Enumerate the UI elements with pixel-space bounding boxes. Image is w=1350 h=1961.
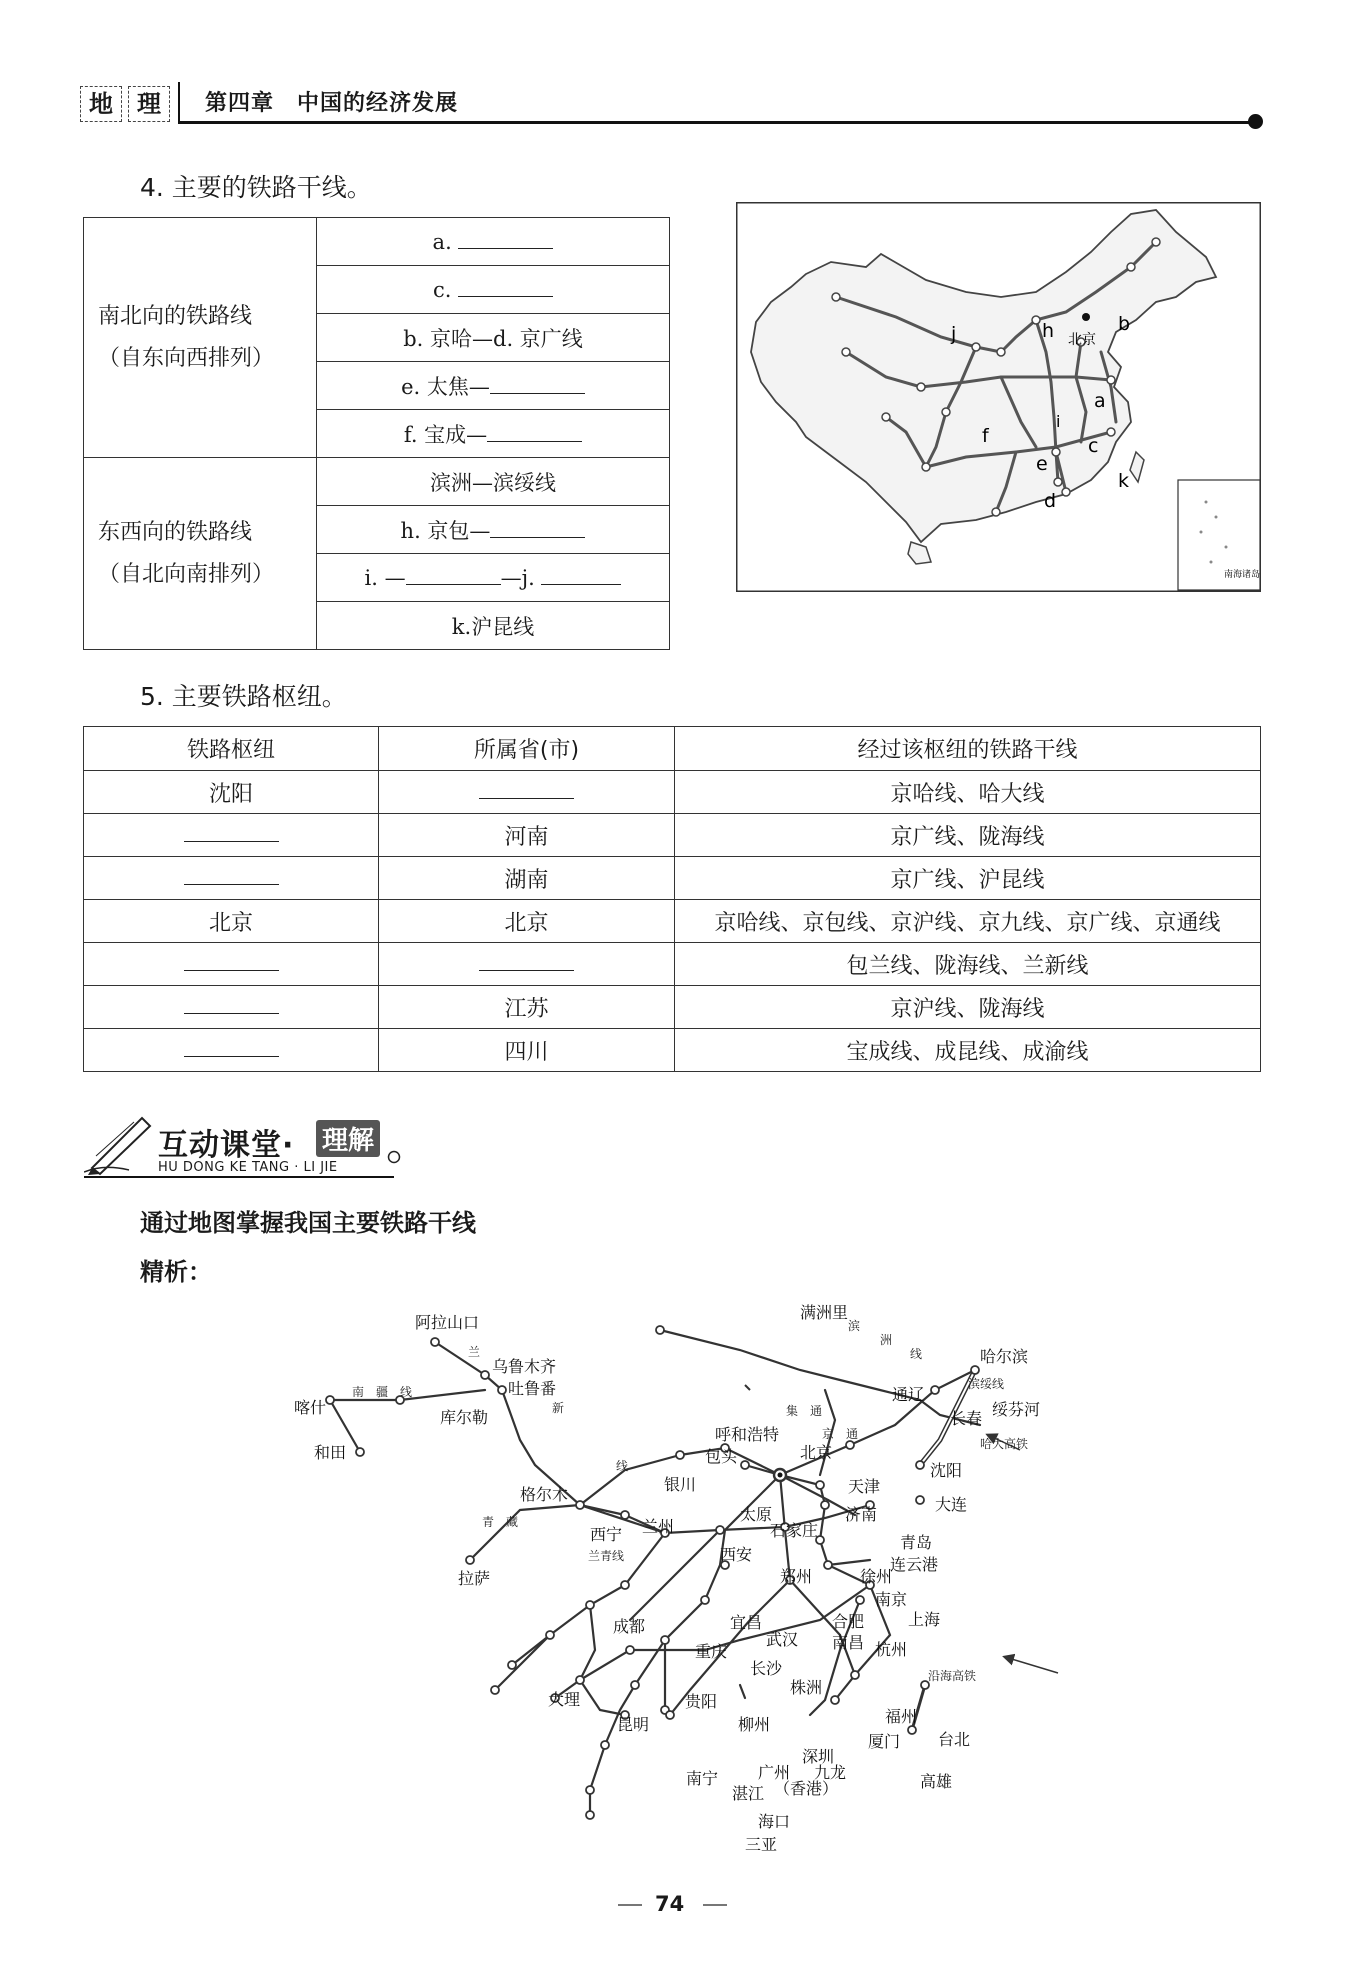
map1-label-f: f: [982, 425, 989, 447]
city-zhanjiang: 湛江: [732, 1784, 765, 1803]
ns-label-2: （自东向西排列）: [98, 345, 275, 371]
label-jitong: 集 通: [786, 1404, 823, 1418]
pen-writing-icon: [84, 1108, 154, 1176]
label-lan: 兰: [468, 1345, 481, 1359]
map1-label-i: i: [1056, 412, 1061, 431]
city-nanchang: 南昌: [832, 1633, 865, 1652]
label-zhou: 洲: [880, 1333, 893, 1347]
ew-label-cell: [84, 458, 317, 650]
city-suifenhe: 绥芬河: [992, 1400, 1041, 1419]
city-guangzhou: 广州: [758, 1763, 791, 1782]
row-ij: i. — —j.: [317, 554, 670, 602]
city-urumqi: 乌鲁木齐: [492, 1357, 557, 1376]
city-turpan: 吐鲁番: [508, 1379, 557, 1398]
row-h: h. 京包—: [317, 506, 670, 554]
city-huhehaote: 呼和浩特: [715, 1425, 780, 1444]
city-chengdu: 成都: [613, 1617, 646, 1636]
china-rail-map: [736, 202, 1261, 592]
chapter-title: 第四章 中国的经济发展: [205, 90, 459, 116]
city-geermu: 格尔木: [520, 1485, 569, 1504]
row-e: e. 太焦—: [317, 362, 670, 410]
table-row: 河南 京广线、陇海线: [84, 814, 1261, 857]
q5-title: 5. 主要铁路枢纽。: [140, 682, 347, 711]
city-liuzhou: 柳州: [738, 1715, 771, 1734]
header-divider: [178, 82, 180, 124]
row-f: f. 宝成—: [317, 410, 670, 458]
city-wuhan: 武汉: [766, 1630, 799, 1649]
page-number: 74: [655, 1892, 685, 1916]
city-shenzhen: 深圳: [802, 1747, 835, 1766]
city-dalian: 大连: [935, 1495, 968, 1514]
subject-box-2: 理: [128, 86, 170, 122]
col-hub: 铁路枢纽: [84, 727, 379, 771]
row-binzhou: 滨洲—滨绥线: [317, 458, 670, 506]
city-haerbin: 哈尔滨: [980, 1347, 1029, 1366]
city-zhengzhou: 郑州: [780, 1567, 813, 1586]
section-circle-icon: [387, 1150, 401, 1164]
city-taiyuan: 太原: [740, 1505, 773, 1524]
map1-label-h: h: [1042, 320, 1055, 342]
map1-label-k: k: [1118, 470, 1130, 492]
label-binsui: 滨绥线: [968, 1377, 1005, 1391]
section-tag: 理解: [316, 1120, 380, 1157]
ns-label-cell: [84, 218, 317, 458]
table-row: 北京 北京 京哈线、京包线、京沪线、京九线、京广线、京通线: [84, 900, 1261, 943]
table-row: 江苏 京沪线、陇海线: [84, 986, 1261, 1029]
map1-label-j: j: [951, 323, 957, 345]
row-a: a.: [317, 218, 670, 266]
city-jiulong: 九龙: [814, 1763, 847, 1782]
city-xining: 西宁: [590, 1525, 623, 1544]
map1-label-d: d: [1044, 490, 1057, 512]
city-kuerle: 库尔勒: [440, 1408, 489, 1427]
city-yinchuan: 银川: [664, 1475, 697, 1494]
city-hefei: 合肥: [832, 1612, 865, 1631]
railway-lines-table: [83, 217, 670, 650]
city-qingdao: 青岛: [900, 1533, 933, 1552]
city-haikou: 海口: [758, 1812, 791, 1831]
city-tongliao: 通辽: [892, 1385, 925, 1404]
city-dali: 大理: [548, 1690, 581, 1709]
city-nanjing: 南京: [875, 1590, 908, 1609]
q4-title: 4. 主要的铁路干线。: [140, 173, 372, 202]
label-qingzang: 青 藏: [482, 1515, 519, 1529]
header-rule: [178, 121, 1258, 124]
ns-label-1: 南北向的铁路线: [98, 303, 253, 329]
table-row: 湖南 京广线、沪昆线: [84, 857, 1261, 900]
map1-label-beijing: 北京: [1068, 332, 1096, 348]
city-gaoxiong: 高雄: [920, 1772, 953, 1791]
label-xin: 新: [552, 1401, 565, 1415]
label-nanjiang: 南 疆 线: [352, 1385, 413, 1399]
city-shijiazhuang: 石家庄: [770, 1521, 819, 1540]
map1-label-a: a: [1094, 390, 1106, 412]
nanhai-label: 南海诸岛: [1224, 570, 1261, 580]
city-xuzhou: 徐州: [860, 1567, 893, 1586]
page-dash-left: [618, 1904, 642, 1906]
section-subtitle: HU DONG KE TANG · LI JIE: [158, 1160, 338, 1175]
table-row: 沈阳 京哈线、哈大线: [84, 771, 1261, 814]
table-row: 包兰线、陇海线、兰新线: [84, 943, 1261, 986]
city-changsha: 长沙: [750, 1659, 783, 1678]
subject-box-1: 地: [80, 86, 122, 122]
city-yichang: 宜昌: [730, 1613, 763, 1632]
city-zhuzhou: 株洲: [790, 1678, 823, 1697]
label-hada-gt: 哈大高铁: [980, 1437, 1029, 1451]
label-lanqing: 兰青线: [588, 1549, 625, 1563]
ew-label-1: 东西向的铁路线: [98, 519, 253, 545]
city-chongqing: 重庆: [695, 1642, 728, 1661]
row-c: c.: [317, 266, 670, 314]
city-baotou: 包头: [705, 1447, 738, 1466]
city-shanghai: 上海: [908, 1610, 941, 1629]
row-bd: b. 京哈—d. 京广线: [317, 314, 670, 362]
header-dot: [1248, 114, 1263, 129]
city-hetian: 和田: [314, 1443, 347, 1462]
city-xian: 西安: [720, 1545, 753, 1564]
city-beijing: 北京: [800, 1443, 833, 1462]
city-xiamen: 厦门: [868, 1732, 901, 1751]
map1-label-e: e: [1036, 453, 1048, 475]
city-xianggang: （香港）: [774, 1779, 839, 1798]
label-jingtong: 京 通: [822, 1427, 859, 1441]
map1-label-c: c: [1088, 435, 1099, 457]
city-kashi: 喀什: [294, 1398, 327, 1417]
label-xian2: 线: [910, 1347, 923, 1361]
city-changchun: 长春: [950, 1409, 983, 1428]
rail-network-map: [280, 1290, 1060, 1870]
city-alashan: 阿拉山口: [415, 1313, 480, 1332]
col-province: 所属省(市): [379, 727, 675, 771]
page-dash-right: [703, 1904, 727, 1906]
city-hangzhou: 杭州: [875, 1640, 908, 1659]
map1-label-b: b: [1118, 313, 1131, 335]
city-nanning: 南宁: [686, 1769, 719, 1788]
body-line-2: 精析：: [140, 1258, 212, 1286]
city-guiyang: 贵阳: [685, 1692, 718, 1711]
city-manzhouli: 满洲里: [800, 1303, 849, 1322]
section-title: 互动课堂·: [158, 1128, 295, 1163]
rail-hubs-table: [83, 726, 1261, 1072]
body-line-1: 通过地图掌握我国主要铁路干线: [140, 1209, 476, 1237]
ew-label-2: （自北向南排列）: [98, 561, 275, 587]
label-coast-gt: 沿海高铁: [928, 1669, 977, 1683]
city-tianjin: 天津: [848, 1477, 881, 1496]
city-sanya: 三亚: [745, 1835, 778, 1854]
label-bin: 滨: [848, 1319, 861, 1333]
city-taibei: 台北: [938, 1730, 971, 1749]
label-xian-line: 线: [616, 1459, 629, 1473]
city-fuzhou: 福州: [885, 1707, 918, 1726]
col-lines: 经过该枢纽的铁路干线: [675, 727, 1261, 771]
city-lanzhou: 兰州: [642, 1517, 675, 1536]
table-row: 四川 宝成线、成昆线、成渝线: [84, 1029, 1261, 1072]
city-kunming: 昆明: [617, 1715, 650, 1734]
city-shenyang: 沈阳: [930, 1461, 963, 1480]
city-jinan: 济南: [845, 1505, 878, 1524]
city-lianyungang: 连云港: [890, 1555, 939, 1574]
row-k: k.沪昆线: [317, 602, 670, 650]
section-rule: [84, 1176, 394, 1178]
city-lasa: 拉萨: [458, 1569, 491, 1588]
